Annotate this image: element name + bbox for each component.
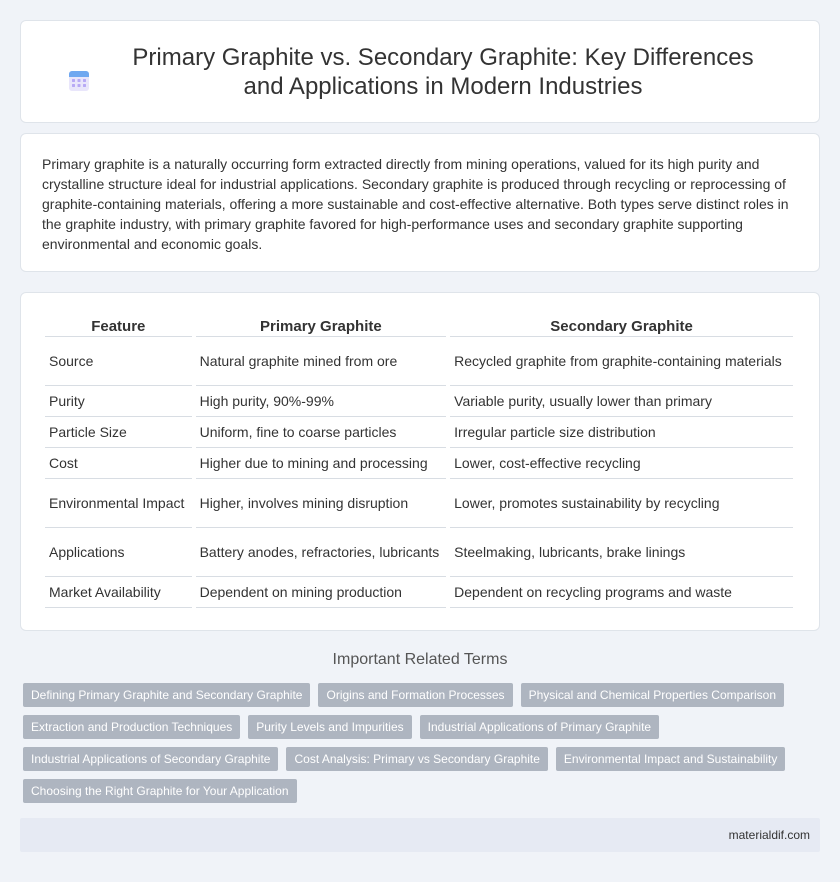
table-row	[45, 479, 793, 528]
related-terms-title: Important Related Terms	[332, 651, 508, 668]
related-term-tag[interactable]: Industrial Applications of Secondary Graphite	[23, 747, 278, 771]
related-term-tag[interactable]: Defining Primary Graphite and Secondary Graphite	[23, 683, 310, 707]
primary-cell: Natural graphite mined from ore	[196, 337, 447, 386]
feature-cell: Market Availability	[45, 577, 192, 608]
feature-cell: Cost	[45, 448, 192, 479]
secondary-cell: Dependent on recycling programs and waste	[450, 577, 793, 608]
primary-cell: Dependent on mining production	[196, 577, 447, 608]
related-term-tag[interactable]: Environmental Impact and Sustainability	[556, 747, 785, 771]
related-term-tag[interactable]: Physical and Chemical Properties Comparison	[521, 683, 784, 707]
header-secondary: Secondary Graphite	[450, 315, 793, 337]
primary-cell: Higher, involves mining disruption	[196, 479, 447, 528]
primary-cell: Uniform, fine to coarse particles	[196, 417, 447, 448]
secondary-cell: Lower, promotes sustainability by recycling	[450, 479, 793, 528]
secondary-cell: Irregular particle size distribution	[450, 417, 793, 448]
header-primary: Primary Graphite	[196, 315, 447, 337]
table-row	[45, 448, 793, 479]
related-term-tag[interactable]: Purity Levels and Impurities	[248, 715, 411, 739]
table-row	[45, 386, 793, 417]
feature-cell: Source	[45, 337, 192, 386]
comparison-table	[41, 315, 797, 608]
site-name[interactable]: materialdif.com	[728, 828, 810, 842]
table-header-row	[45, 315, 793, 337]
footer	[20, 818, 820, 852]
table-row	[45, 577, 793, 608]
primary-cell: High purity, 90%-99%	[196, 386, 447, 417]
secondary-cell: Variable purity, usually lower than primary	[450, 386, 793, 417]
feature-cell: Particle Size	[45, 417, 192, 448]
table-row	[45, 528, 793, 577]
intro-paragraph: Primary graphite is a naturally occurring form extracted directly from mining operations, valued for its high purity and crystalline structure ideal for industrial applications. Secondary graphite is produced through recycling or reprocessing of graphite-containing materials, offering a more sustainable and cost-effective alternative. Both types serve distinct roles in the graphite industry, with primary graphite favored for high-performance uses and secondary graphite supporting environmental and economic goals.	[42, 156, 789, 252]
secondary-cell: Lower, cost-effective recycling	[450, 448, 793, 479]
header-card	[20, 20, 820, 123]
feature-cell: Applications	[45, 528, 192, 577]
table-row	[45, 337, 793, 386]
related-terms-list	[23, 683, 813, 803]
comparison-card	[20, 292, 820, 631]
feature-cell: Purity	[45, 386, 192, 417]
secondary-cell: Recycled graphite from graphite-containing materials	[450, 337, 793, 386]
related-term-tag[interactable]: Cost Analysis: Primary vs Secondary Graphite	[286, 747, 547, 771]
related-term-tag[interactable]: Origins and Formation Processes	[318, 683, 512, 707]
feature-cell: Environmental Impact	[45, 479, 192, 528]
calendar-grid-icon	[67, 69, 91, 93]
related-term-tag[interactable]: Extraction and Production Techniques	[23, 715, 240, 739]
related-term-tag[interactable]: Industrial Applications of Primary Graphite	[420, 715, 659, 739]
related-term-tag[interactable]: Choosing the Right Graphite for Your Application	[23, 779, 297, 803]
primary-cell: Higher due to mining and processing	[196, 448, 447, 479]
header-feature: Feature	[45, 315, 192, 337]
intro-card	[20, 133, 820, 272]
primary-cell: Battery anodes, refractories, lubricants	[196, 528, 447, 577]
secondary-cell: Steelmaking, lubricants, brake linings	[450, 528, 793, 577]
page-title: Primary Graphite vs. Secondary Graphite: Key Differences and Applications in Modern Industries	[132, 43, 754, 100]
table-row	[45, 417, 793, 448]
